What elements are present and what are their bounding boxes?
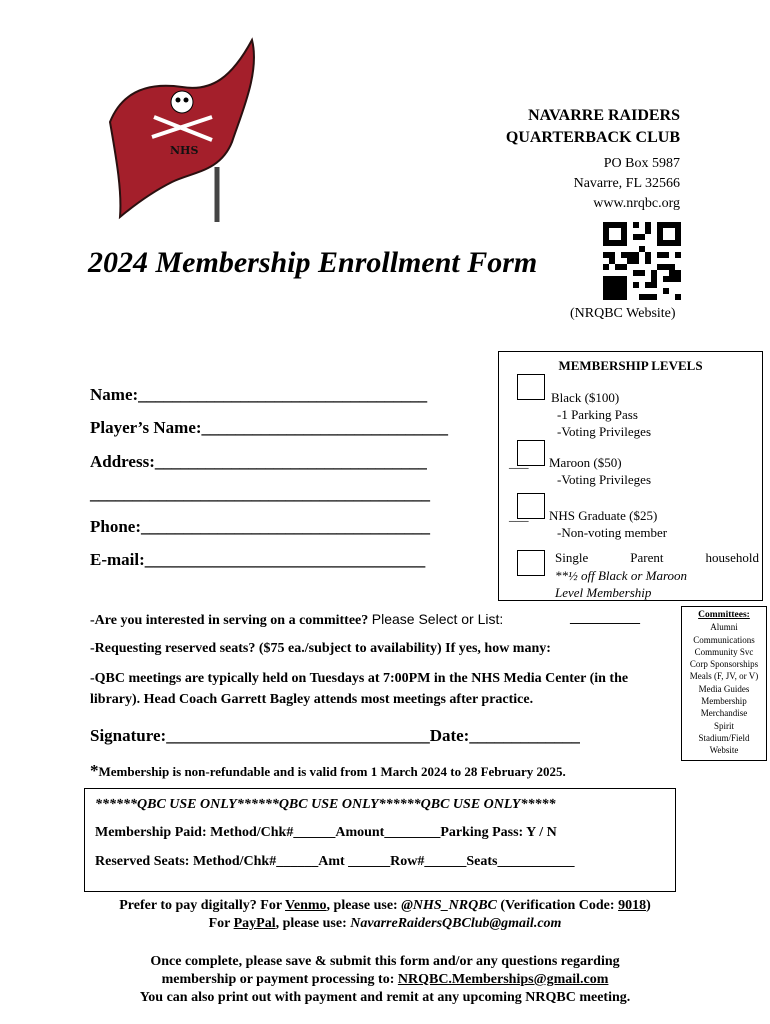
venmo-line [0,898,770,914]
qbc-reserved-seats-line: Reserved Seats: Method/Chk#______Amt ______Row#______Seats___________ [95,854,575,869]
org-website: www.nrqbc.org [593,196,680,211]
meetings-info-line2: library). Head Coach Garrett Bagley attends most meetings after practice. [90,692,534,707]
maroon-level-checkbox[interactable] [517,440,545,466]
committee-select-text: Please Select or List: [371,611,504,627]
committee-item-website: Website [709,745,739,756]
paypal-link[interactable]: PayPal [233,916,276,931]
venmo-handle: @NHS_NRQBC [401,898,497,913]
venmo-mid: , please use: [326,898,402,913]
committee-item-spirit: Spirit [713,720,734,731]
black-level-checkbox[interactable] [517,374,545,400]
paypal-mid: , please use: [275,916,351,931]
committees-box [681,606,767,761]
black-level-benefit2: -Voting Privileges [557,424,652,439]
org-address1: PO Box 5987 [603,156,680,171]
closing-line2 [0,972,770,988]
org-name-line2: QUARTERBACK CLUB [505,129,680,146]
membership-levels-heading: MEMBERSHIP LEVELS [558,358,703,373]
membership-note [90,761,566,781]
nhs-grad-level-checkbox[interactable] [517,493,545,519]
committee-item-stadium-field: Stadium/Field [698,732,750,743]
signature-date-field[interactable]: Signature:_______________________________Date:_____________ [90,726,580,745]
venmo-link[interactable]: Venmo [285,898,327,913]
committee-question [90,611,503,629]
single-parent-checkbox[interactable] [517,550,545,576]
committee-item-corp-sponsorships: Corp Sponsorships [689,659,759,670]
email-field[interactable]: E-mail:_________________________________ [90,550,426,569]
qr-code [603,222,681,300]
membership-note-text: Membership is non-refundable and is valid from 1 March 2024 to 28 February 2025. [98,764,566,779]
nhs-grad-level-prefix: ___ [509,508,529,523]
black-level-title: Black ($100) [551,390,620,405]
paypal-prefix: For [208,916,234,931]
committee-item-merchandise: Merchandise [700,708,748,719]
nhs-grad-level-benefit1: -Non-voting member [557,525,668,540]
paypal-email[interactable]: NavarreRaidersQBClub@gmail.com [350,916,562,931]
qr-caption: (NRQBC Website) [570,306,676,321]
closing-line2-prefix: membership or payment processing to: [161,972,398,987]
raiders-flag-logo [92,32,262,222]
black-level-benefit1: -1 Parking Pass [557,407,638,422]
venmo-code-suffix: ) [646,898,651,913]
venmo-code-prefix: (Verification Code: [496,898,619,913]
phone-field[interactable]: Phone:__________________________________ [90,517,430,536]
form-title: 2024 Membership Enrollment Form [88,246,538,279]
qbc-membership-paid-line: Membership Paid: Method/Chk#______Amount________Parking Pass: Y / N [95,825,557,840]
committee-question-text: -Are you interested in serving on a committee? [90,613,369,628]
player-name-field[interactable]: Player’s Name:_____________________________ [90,418,449,437]
single-parent-discount-line2: Level Membership [555,585,652,600]
name-field[interactable]: Name:__________________________________ [90,385,428,404]
single-parent-discount: **½ off Black or Maroon [555,568,688,583]
memberships-email-link[interactable]: NRQBC.Memberships@gmail.com [397,972,609,987]
address-field[interactable]: Address:________________________________ [90,452,427,471]
reserved-seats-question: -Requesting reserved seats? ($75 ea./subject to availability) If yes, how many: [90,641,551,656]
meetings-info-line1: -QBC meetings are typically held on Tuesdays at 7:00PM in the NHS Media Center (in the [90,671,629,686]
membership-note-star: * [90,761,99,780]
qbc-use-only-box [84,788,676,892]
closing-line3: You can also print out with payment and remit at any upcoming NRQBC meeting. [139,990,631,1005]
committee-item-membership: Membership [701,696,747,707]
venmo-verification-code: 9018 [618,898,647,913]
org-address2: Navarre, FL 32566 [573,176,680,191]
closing-line1: Once complete, please save & submit this form and/or any questions regarding [150,954,620,969]
committee-item-meals: Meals (F, JV, or V) [689,671,759,682]
maroon-level-prefix: ___ [509,455,529,470]
committee-item-communications: Communications [693,634,755,645]
membership-levels-box [498,351,763,601]
maroon-level-title: Maroon ($50) [549,455,622,470]
committee-item-media-guides: Media Guides [698,683,750,694]
venmo-prefix: Prefer to pay digitally? For [119,898,286,913]
committee-blank-field[interactable]: __________ [570,611,640,626]
maroon-level-benefit1: -Voting Privileges [557,472,652,487]
address-line2-field[interactable]: ________________________________________ [90,484,430,503]
committee-item-community-svc: Community Svc [694,646,754,657]
nhs-grad-level-title: NHS Graduate ($25) [549,508,658,523]
committee-item-alumni: Alumni [710,622,738,633]
org-name-line1: NAVARRE RAIDERS [528,107,680,124]
single-parent-title: Single Parent household [555,550,759,565]
committees-heading: Committees: [698,610,750,620]
flag-letters: NHS [170,144,199,157]
qbc-use-only-header: ******QBC USE ONLY******QBC USE ONLY******QBC USE ONLY***** [95,797,556,812]
paypal-line [0,916,770,932]
